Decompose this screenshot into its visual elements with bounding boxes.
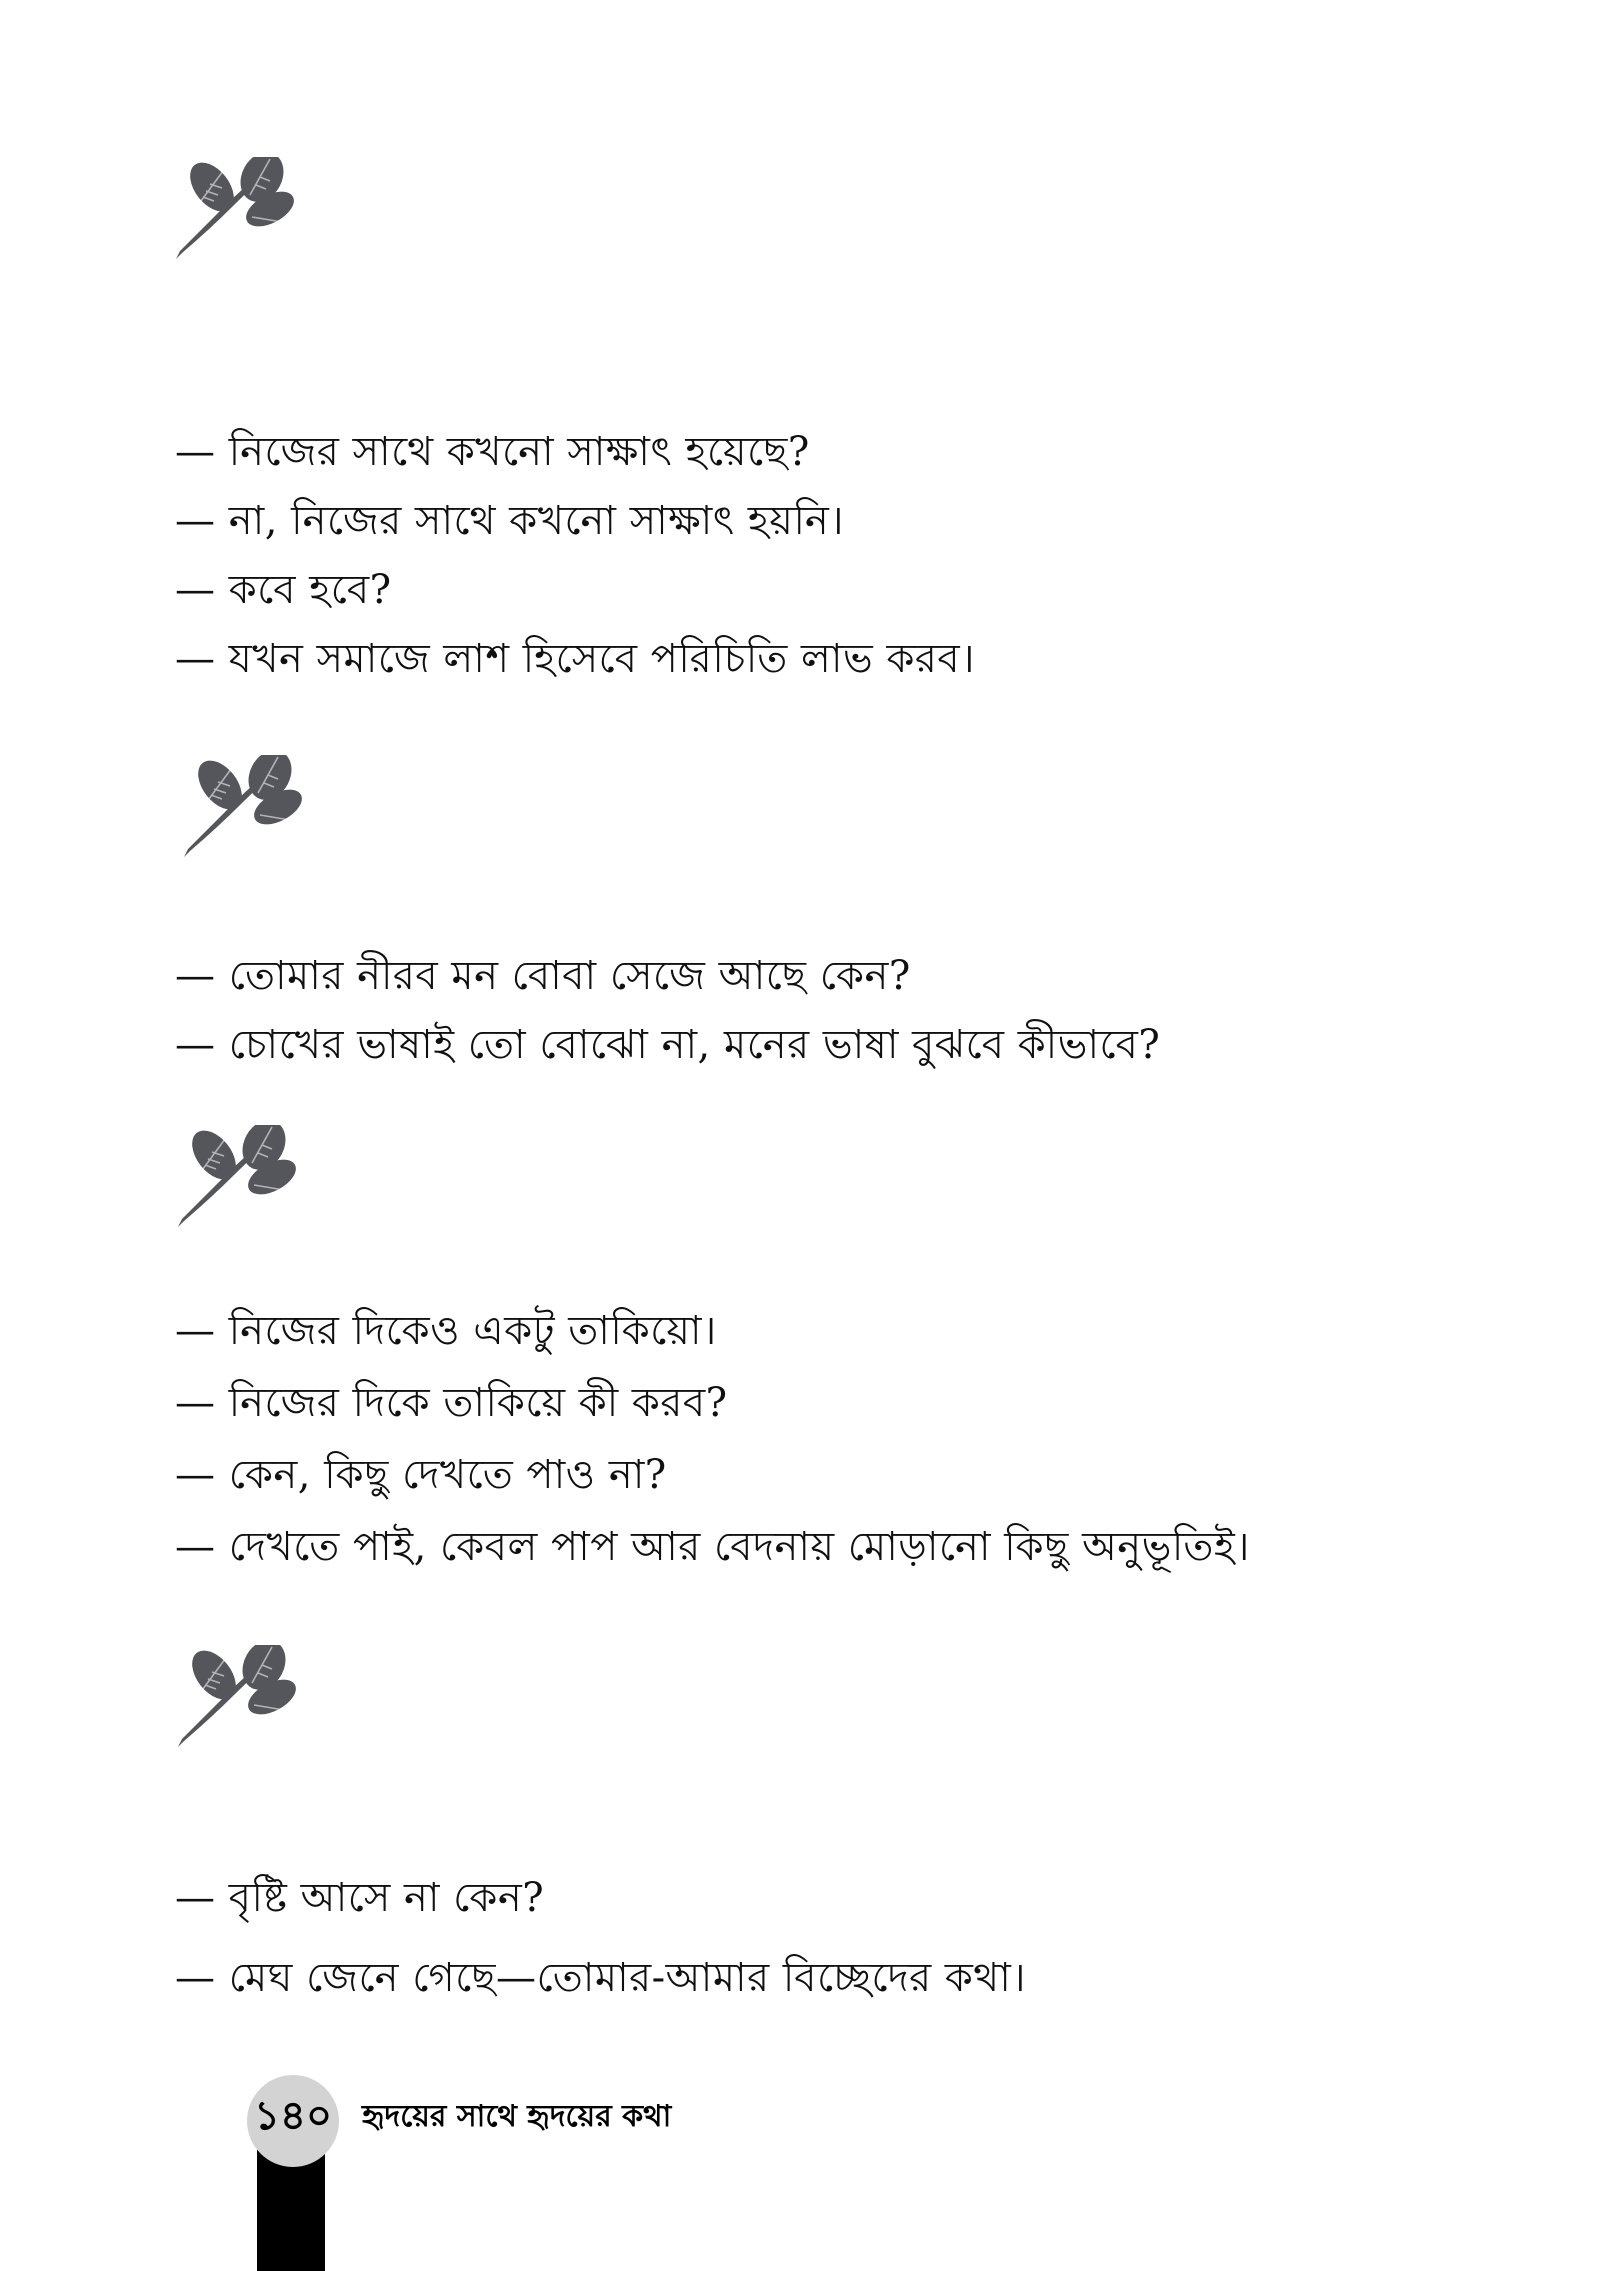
leaf-branch-icon — [172, 1645, 307, 1750]
dialogue-section-1 — [175, 418, 1520, 694]
leaf-branch-icon — [170, 157, 305, 262]
dialogue-line: — যখন সমাজে লাশ হিসেবে পরিচিতি লাভ করব। — [175, 636, 975, 682]
dialogue-section-4 — [175, 1858, 1520, 2018]
dialogue-section-3 — [175, 1295, 1520, 1583]
dialogue-line: — কবে হবে? — [175, 567, 392, 613]
dialogue-line: — বৃষ্টি আসে না কেন? — [175, 1875, 545, 1921]
dialogue-line: — মেঘ জেনে গেছে—তোমার-আমার বিচ্ছেদের কথা। — [175, 1955, 1027, 2001]
leaf-branch-icon — [172, 1125, 307, 1230]
dialogue-section-2 — [175, 942, 1520, 1080]
footer-book-title: হৃদয়ের সাথে হৃদয়ের কথা — [362, 2099, 672, 2134]
dialogue-line: — না, নিজের সাথে কখনো সাক্ষাৎ হয়নি। — [175, 498, 845, 544]
dialogue-line: — কেন, কিছু দেখতে পাও না? — [175, 1452, 667, 1498]
page-footer — [0, 2060, 1600, 2271]
page-number: ১৪০ — [254, 2091, 332, 2139]
leaf-branch-icon — [178, 755, 313, 860]
dialogue-line: — চোখের ভাষাই তো বোঝো না, মনের ভাষা বুঝবে কীভাবে? — [175, 1022, 1161, 1068]
dialogue-line: — নিজের দিকেও একটু তাকিয়ো। — [175, 1308, 717, 1354]
dialogue-line: — নিজের সাথে কখনো সাক্ষাৎ হয়েছে? — [175, 429, 810, 475]
page-number-badge — [247, 2075, 339, 2167]
dialogue-line: — নিজের দিকে তাকিয়ে কী করব? — [175, 1380, 728, 1426]
dialogue-line: — তোমার নীরব মন বোবা সেজে আছে কেন? — [175, 953, 911, 999]
dialogue-line: — দেখতে পাই, কেবল পাপ আর বেদনায় মোড়ানো কিছু অনুভূতিই। — [175, 1524, 1250, 1570]
